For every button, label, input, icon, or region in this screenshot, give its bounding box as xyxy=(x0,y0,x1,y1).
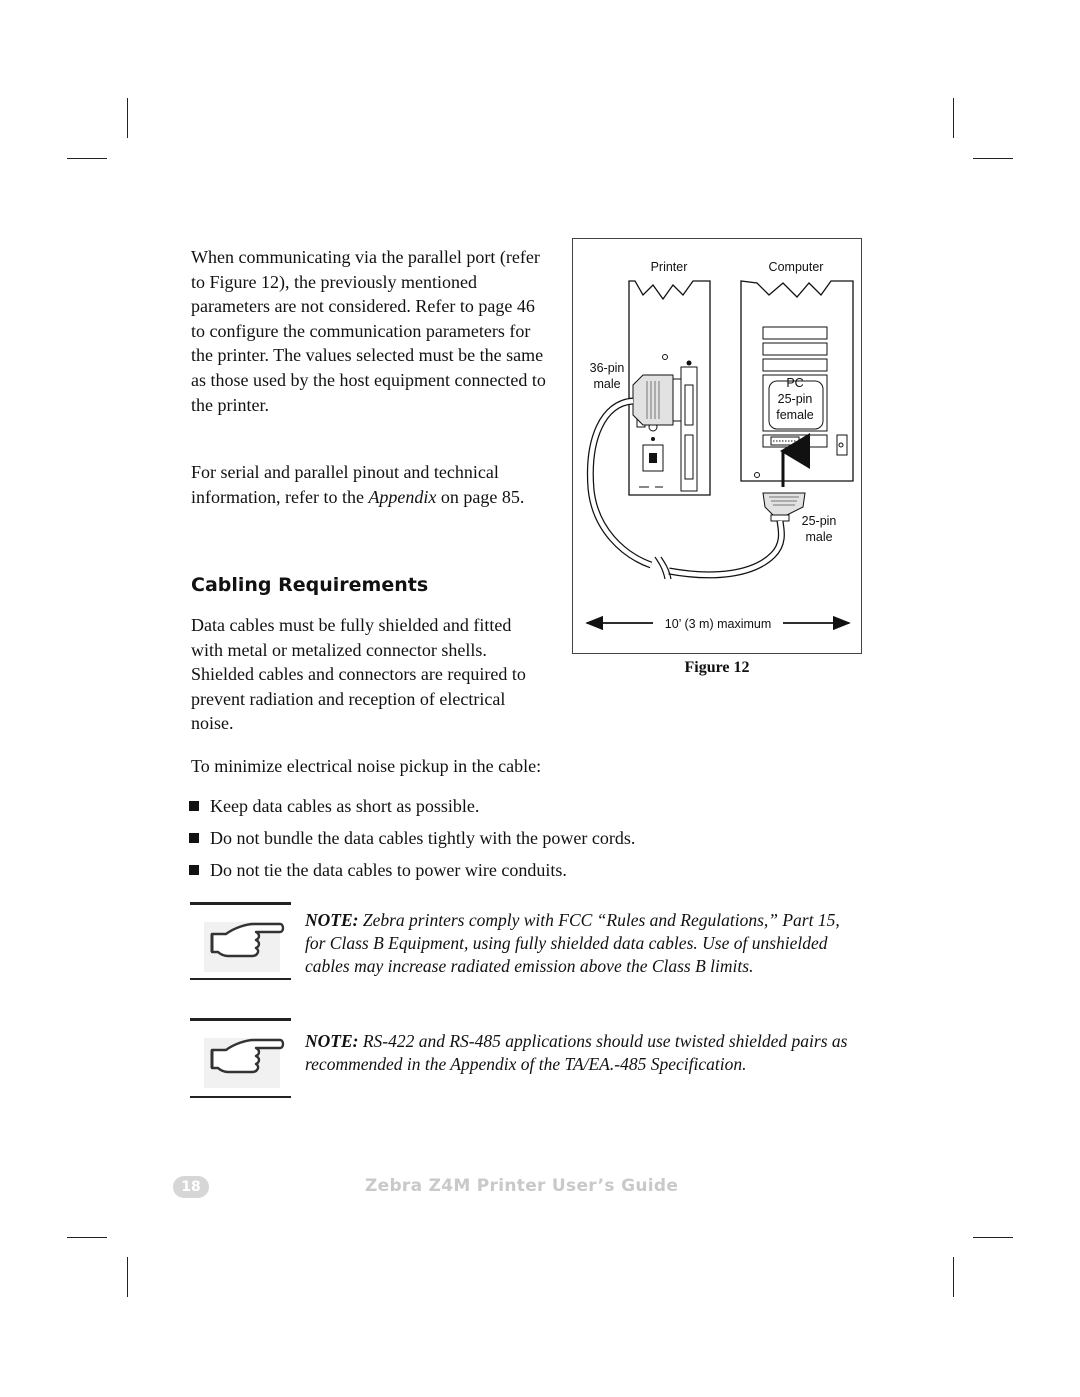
noise-intro-line: To minimize electrical noise pickup in the cable: xyxy=(191,756,542,776)
note-body: Zebra printers comply with FCC “Rules and Regulations,” Part 15, for Class B Equipment, using fully shielded data cables. Use of unshielded cables may increase radiated emission above the Class B limits. xyxy=(305,910,840,976)
list-item xyxy=(189,827,635,859)
bullet-square-icon xyxy=(189,865,199,875)
connector-25-pin-male xyxy=(763,493,805,521)
bullet-square-icon xyxy=(189,833,199,843)
note-label: NOTE: xyxy=(305,1031,359,1051)
footer-title: Zebra Z4M Printer User’s Guide xyxy=(365,1176,679,1196)
pinout-paragraph xyxy=(191,460,531,509)
note-label: NOTE: xyxy=(305,910,359,930)
crop-mark xyxy=(973,158,1013,159)
list-item xyxy=(189,859,635,891)
crop-mark xyxy=(127,98,128,138)
figure-caption: Figure 12 xyxy=(684,659,750,676)
cable-connector-label-1: 25-pin xyxy=(801,514,837,528)
pinout-text-after: on page 85. xyxy=(436,486,525,507)
pc-label-2: 25-pin xyxy=(777,392,813,406)
note-fcc xyxy=(305,909,860,978)
crop-mark xyxy=(67,1237,107,1238)
note-rs485 xyxy=(305,1030,860,1076)
printer-connector-label-1: 36-pin xyxy=(589,361,625,375)
printer-connector-label-2: male xyxy=(593,377,621,391)
connector-36-pin-male xyxy=(633,375,681,425)
note-body: RS-422 and RS-485 applications should use twisted shielded pairs as recommended in the Appendix of the TA/EA.-485 Specification. xyxy=(305,1031,848,1074)
intro-paragraph: When communicating via the parallel port (refer to Figure 12), the previously mentioned parameters are not considered. Refer to page 46 to configure the communication parameters for the printer. The values selected must be the same as those used by the host equipment connected to the printer. xyxy=(191,247,546,415)
cable-diagram xyxy=(573,239,861,653)
bullet-list xyxy=(189,795,635,891)
pc-label-1: PC xyxy=(786,376,804,390)
bullet-text: Do not bundle the data cables tightly with the power cords. xyxy=(210,828,636,848)
printer-label: Printer xyxy=(650,260,688,274)
note-pointing-hand-icon xyxy=(190,902,291,982)
figure-12-diagram xyxy=(572,238,862,654)
crop-mark xyxy=(953,1257,954,1297)
pc-label-3: female xyxy=(776,408,814,422)
crop-mark xyxy=(953,98,954,138)
computer-label: Computer xyxy=(768,260,824,274)
note-pointing-hand-icon xyxy=(190,1018,291,1100)
length-label: 10’ (3 m) maximum xyxy=(664,617,772,631)
cabling-paragraph: Data cables must be fully shielded and fitted with metal or metalized connector shells. Shielded cables and connectors are required to prevent radiation and reception of electrical noise. xyxy=(191,615,526,734)
crop-mark xyxy=(973,1237,1013,1238)
pinout-text-before: For serial and parallel pinout and technical information, refer to the xyxy=(191,462,499,507)
bullet-text: Keep data cables as short as possible. xyxy=(210,796,480,816)
crop-mark xyxy=(127,1257,128,1297)
section-heading: Cabling Requirements xyxy=(191,574,429,596)
cable-connector-label-2: male xyxy=(805,530,833,544)
crop-mark xyxy=(67,158,107,159)
list-item xyxy=(189,795,635,827)
bullet-text: Do not tie the data cables to power wire conduits. xyxy=(210,860,567,880)
appendix-reference: Appendix xyxy=(368,486,437,507)
bullet-square-icon xyxy=(189,801,199,811)
page-number-badge: 18 xyxy=(173,1176,209,1198)
